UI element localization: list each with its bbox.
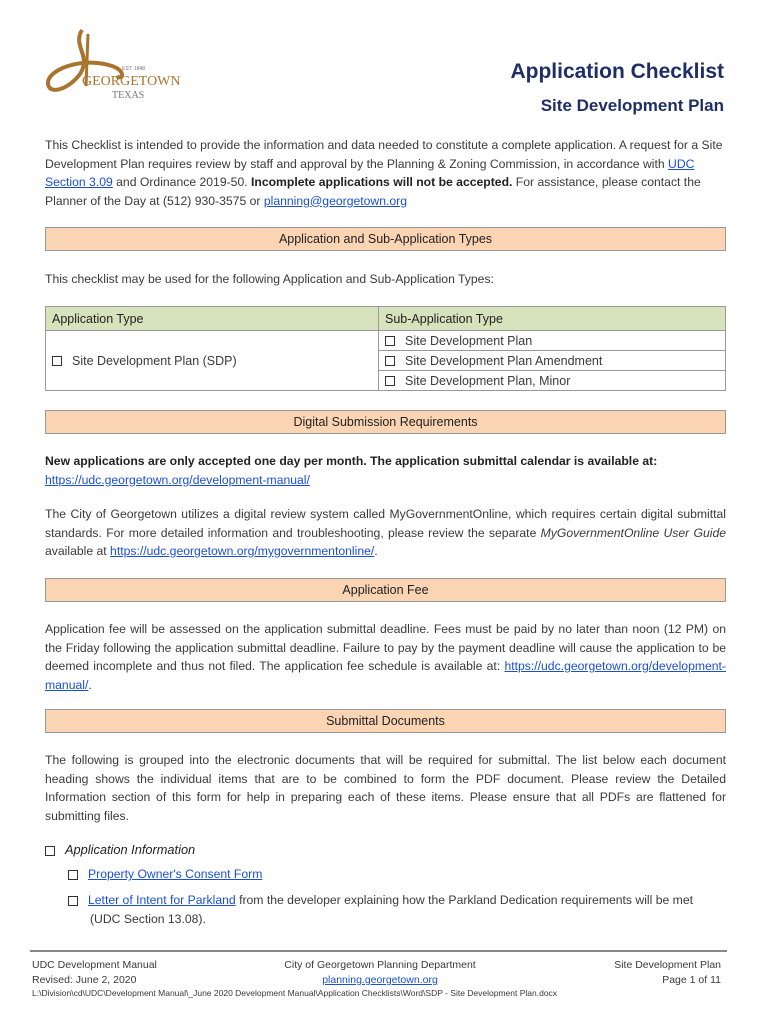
parkland-link[interactable]: Letter of Intent for Parkland <box>88 893 236 907</box>
fee-schedule-link[interactable]: https://udc.georgetown.org/development-manual/ <box>45 659 726 692</box>
checkbox[interactable] <box>45 846 55 856</box>
types-intro: This checklist may be used for the following Application and Sub-Application Types: <box>45 272 494 286</box>
section-header-digital: Digital Submission Requirements <box>45 410 726 434</box>
app-type-cell[interactable]: Site Development Plan (SDP) <box>46 331 379 391</box>
digital-notice: New applications are only accepted one day per month. The application submittal calendar is available at: https://udc.georgetown.org/development-manual/ <box>45 454 658 487</box>
checkbox[interactable] <box>68 870 78 880</box>
checkbox[interactable] <box>385 376 395 386</box>
logo-subtext: TEXAS <box>112 90 145 101</box>
footer-file-path: L:\Division\cd\UDC\Development Manual\_June 2020 Development Manual\Application Checklists\Word\SDP - Site Development Plan.docx <box>32 988 558 998</box>
dev-manual-link[interactable]: https://udc.georgetown.org/development-manual/ <box>45 472 310 487</box>
page-title: Application Checklist <box>510 60 724 83</box>
group-application-information[interactable]: Application Information <box>45 842 195 857</box>
logo-est: EST. 1848 <box>122 66 146 72</box>
sub-type-cell[interactable]: Site Development Plan <box>379 331 726 351</box>
intro-paragraph: This Checklist is intended to provide the information and data needed to constitute a complete application. A request for a Site Development Plan requires review by staff and approval by the Planning & Zoning Commission, in accordance with UDC Section 3.09 and Ordinance 2019-50. Incomplete applications will not be accepted. For assistance, please contact the Planner of the Day at (512) 930-3575 or planning@georgetown.org <box>45 138 723 208</box>
udc-section-link[interactable]: UDC Section 3.09 <box>45 156 695 189</box>
page-footer <box>30 950 727 998</box>
doc-item-parkland[interactable]: Letter of Intent for Parkland from the developer explaining how the Parkland Dedication requirements will be met (UDC Section 13.08). <box>68 891 726 928</box>
checkbox[interactable] <box>68 896 78 906</box>
doc-item-consent[interactable] <box>68 867 262 881</box>
email-link[interactable]: planning@georgetown.org <box>263 193 407 208</box>
mgo-link[interactable]: https://udc.georgetown.org/mygovernmentonline/ <box>110 544 375 558</box>
footer-dept: City of Georgetown Planning Department <box>284 959 476 971</box>
checkbox[interactable] <box>385 336 395 346</box>
section-header-fee: Application Fee <box>45 578 726 602</box>
sub-type-cell[interactable]: Site Development Plan Amendment <box>379 351 726 371</box>
digital-paragraph: The City of Georgetown utilizes a digital review system called MyGovernmentOnline, which requires certain digital submittal standards. For more detailed information and troubleshooting, please review the separate MyGovernmentOnline User Guide available at https://udc.georgetown.org/mygovernmentonline/. <box>45 507 726 558</box>
footer-revised: Revised: June 2, 2020 <box>32 974 137 986</box>
footer-website-link[interactable]: planning.georgetown.org <box>322 974 438 986</box>
application-types-table <box>45 306 726 391</box>
section-header-docs: Submittal Documents <box>45 709 726 733</box>
section-header-types: Application and Sub-Application Types <box>45 227 726 251</box>
col-header-sub-type: Sub-Application Type <box>379 307 726 331</box>
page-subtitle: Site Development Plan <box>540 96 724 115</box>
footer-manual: UDC Development Manual <box>32 959 157 971</box>
col-header-app-type: Application Type <box>46 307 379 331</box>
checkbox[interactable] <box>52 356 62 366</box>
georgetown-logo <box>42 26 181 106</box>
page-number: Page 1 of 11 <box>662 974 721 986</box>
consent-form-link[interactable]: Property Owner's Consent Form <box>88 867 263 881</box>
footer-doc-name: Site Development Plan <box>614 959 721 971</box>
fee-paragraph: Application fee will be assessed on the application submittal deadline. Fees must be paid by no later than noon (12 PM) on the Friday following the application submittal deadline. Failure to pay by the payment deadline will cause the application to be deemed incomplete and thus not filed. The application fee schedule is available at: https://udc.georgetown.org/development-manual/. <box>45 622 726 692</box>
logo-text: GEORGETOWN <box>82 74 181 89</box>
docs-paragraph: The following is grouped into the electronic documents that will be required for submittal. The list below each document heading shows the individual items that are to be combined to form the PDF document. Please review the Detailed Information section of this form for help in preparing each of these items. Please ensure that all PDFs are flattened for submitting files. <box>45 753 726 823</box>
checkbox[interactable] <box>385 356 395 366</box>
sub-type-cell[interactable]: Site Development Plan, Minor <box>379 371 726 391</box>
